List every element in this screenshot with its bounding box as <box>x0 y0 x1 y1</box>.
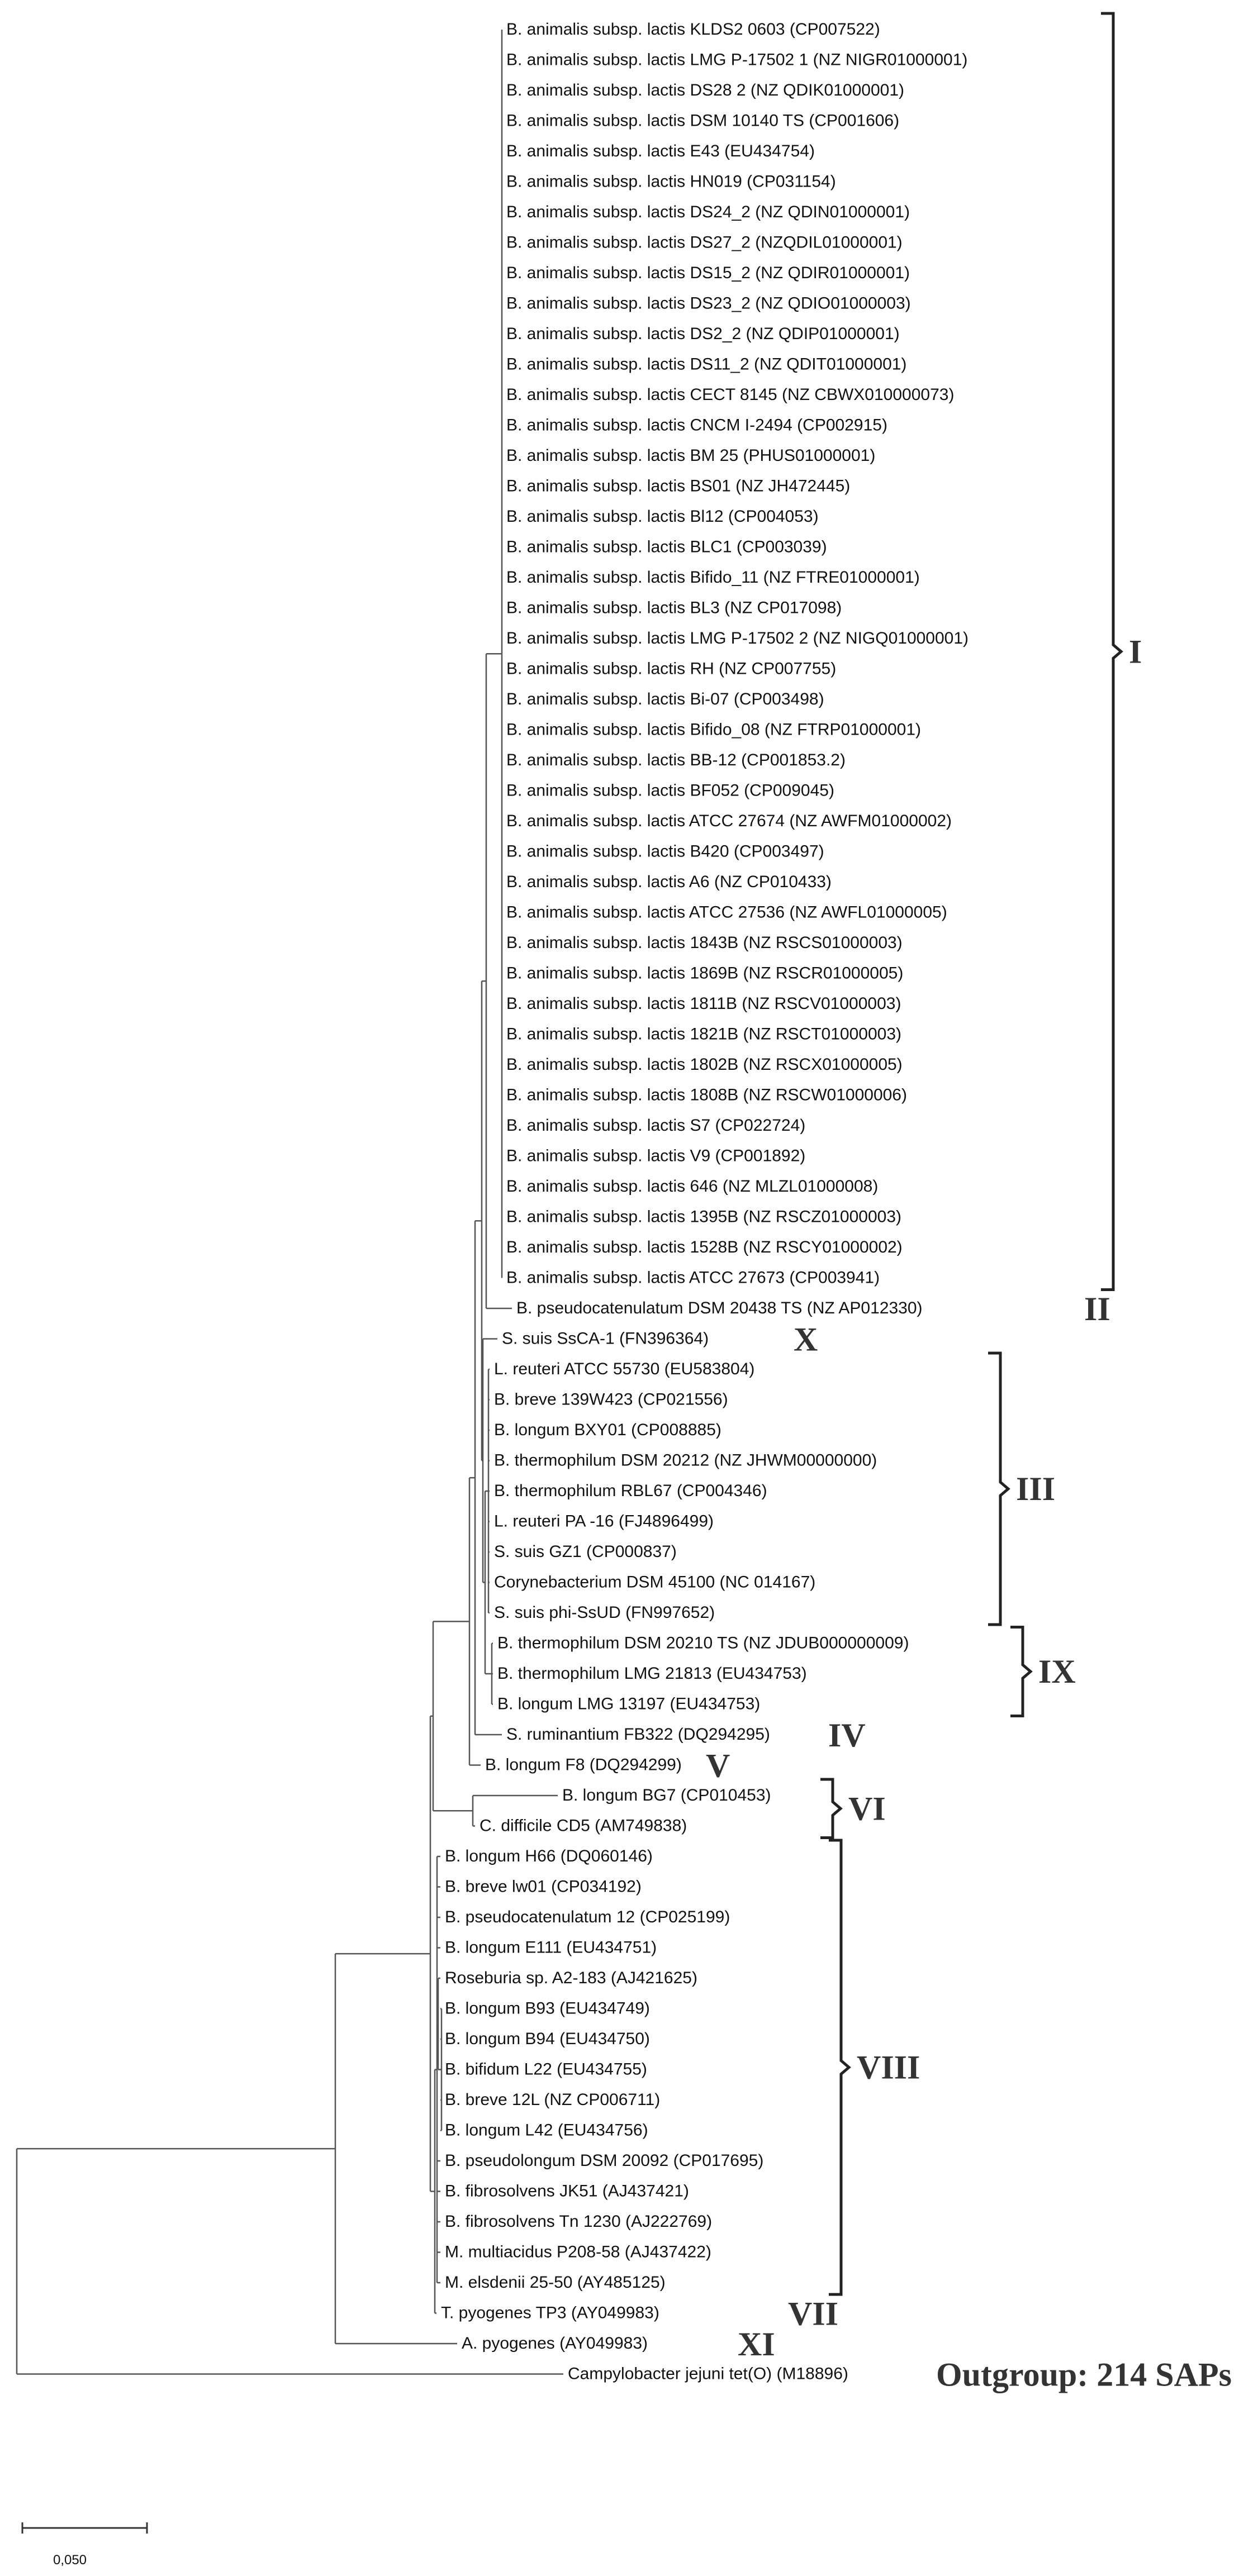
leaf-label-42: B. pseudocatenulatum DSM 20438 TS (NZ AP012330) <box>516 1299 923 1317</box>
leaf-label-33: B. animalis subsp. lactis 1821B (NZ RSCT01000003) <box>506 1025 901 1044</box>
leaf-label-9: B. animalis subsp. lactis DS23_2 (NZ QDIO01000003) <box>506 294 911 313</box>
leaf-label-44: L. reuteri ATCC 55730 (EU583804) <box>494 1360 755 1378</box>
leaf-label-37: B. animalis subsp. lactis V9 (CP001892) <box>506 1146 806 1165</box>
leaf-label-45: B. breve 139W423 (CP021556) <box>494 1390 728 1409</box>
scale-bar-group <box>22 2522 147 2568</box>
leaf-label-19: B. animalis subsp. lactis BL3 (NZ CP017098) <box>506 598 842 617</box>
leaf-label-4: B. animalis subsp. lactis E43 (EU434754) <box>506 142 815 160</box>
leaf-label-41: B. animalis subsp. lactis ATCC 27673 (CP003941) <box>506 1268 880 1287</box>
leaf-label-2: B. animalis subsp. lactis DS28 2 (NZ QDIK01000001) <box>506 81 904 99</box>
leaf-label-52: S. suis phi-SsUD (FN997652) <box>494 1603 715 1622</box>
leaf-label-73: M. multiacidus P208-58 (AJ437422) <box>445 2242 711 2261</box>
leaf-label-46: B. longum BXY01 (CP008885) <box>494 1421 721 1439</box>
leaf-label-49: L. reuteri PA -16 (FJ4896499) <box>494 1512 714 1531</box>
leaf-label-69: B. longum L42 (EU434756) <box>445 2121 648 2140</box>
leaf-label-77: Campylobacter jejuni tet(O) (M18896) <box>568 2364 848 2383</box>
leaf-label-11: B. animalis subsp. lactis DS11_2 (NZ QDIT01000001) <box>506 355 907 374</box>
leaf-label-12: B. animalis subsp. lactis CECT 8145 (NZ CBWX010000073) <box>506 385 955 404</box>
leaf-label-72: B. fibrosolvens Tn 1230 (AJ222769) <box>445 2212 713 2231</box>
clade-i-label: I <box>1129 633 1142 670</box>
clade-x-label: X <box>794 1321 818 1358</box>
leaf-label-59: C. difficile CD5 (AM749838) <box>480 1816 687 1835</box>
leaf-label-26: B. animalis subsp. lactis ATCC 27674 (NZ AWFM01000002) <box>506 812 952 830</box>
leaf-label-30: B. animalis subsp. lactis 1843B (NZ RSCS01000003) <box>506 934 903 952</box>
clade-ix-bracket <box>1010 1627 1031 1716</box>
leaf-label-54: B. thermophilum LMG 21813 (EU434753) <box>497 1664 807 1683</box>
leaf-label-66: B. longum B94 (EU434750) <box>445 2030 650 2048</box>
leaf-label-31: B. animalis subsp. lactis 1869B (NZ RSCR01000005) <box>506 964 904 983</box>
clade-xi-label: XI <box>738 2326 775 2363</box>
leaf-label-67: B. bifidum L22 (EU434755) <box>445 2060 647 2079</box>
clade-outgroup-214-saps-label: Outgroup: 214 SAPs <box>936 2356 1232 2393</box>
clade-ix-label: IX <box>1038 1653 1076 1690</box>
leaf-label-71: B. fibrosolvens JK51 (AJ437421) <box>445 2182 689 2201</box>
leaf-label-21: B. animalis subsp. lactis RH (NZ CP007755) <box>506 659 837 678</box>
leaf-label-60: B. longum H66 (DQ060146) <box>445 1847 653 1865</box>
clade-iii-label: III <box>1016 1470 1056 1507</box>
leaf-label-70: B. pseudolongum DSM 20092 (CP017695) <box>445 2151 764 2170</box>
clade-iii-bracket <box>988 1353 1008 1625</box>
leaf-labels <box>441 20 969 2383</box>
clade-vi-bracket <box>820 1779 841 1838</box>
leaf-label-50: S. suis GZ1 (CP000837) <box>494 1542 677 1561</box>
leaf-label-10: B. animalis subsp. lactis DS2_2 (NZ QDIP01000001) <box>506 325 900 343</box>
leaf-label-22: B. animalis subsp. lactis Bi-07 (CP003498) <box>506 690 824 708</box>
leaf-label-75: T. pyogenes TP3 (AY049983) <box>441 2303 659 2322</box>
leaf-label-61: B. breve lw01 (CP034192) <box>445 1877 642 1896</box>
tree-branches <box>17 30 563 2374</box>
leaf-label-24: B. animalis subsp. lactis BB-12 (CP001853.2) <box>506 751 846 769</box>
leaf-label-13: B. animalis subsp. lactis CNCM I-2494 (CP002915) <box>506 416 887 435</box>
leaf-label-51: Corynebacterium DSM 45100 (NC 014167) <box>494 1573 816 1592</box>
clade-ii-label: II <box>1084 1291 1110 1327</box>
leaf-label-1: B. animalis subsp. lactis LMG P-17502 1 (NZ NIGR01000001) <box>506 50 968 69</box>
leaf-label-15: B. animalis subsp. lactis BS01 (NZ JH472445) <box>506 477 851 496</box>
clade-i-bracket <box>1101 13 1121 1290</box>
leaf-label-63: B. longum E111 (EU434751) <box>445 1938 657 1957</box>
leaf-label-55: B. longum LMG 13197 (EU434753) <box>497 1694 761 1713</box>
leaf-label-32: B. animalis subsp. lactis 1811B (NZ RSCV01000003) <box>506 994 901 1013</box>
leaf-label-53: B. thermophilum DSM 20210 TS (NZ JDUB000000009) <box>497 1634 909 1653</box>
clade-v-label: V <box>706 1747 730 1784</box>
leaf-label-47: B. thermophilum DSM 20212 (NZ JHWM00000000) <box>494 1451 877 1470</box>
leaf-label-68: B. breve 12L (NZ CP006711) <box>445 2091 661 2109</box>
leaf-label-74: M. elsdenii 25-50 (AY485125) <box>445 2273 666 2292</box>
leaf-label-35: B. animalis subsp. lactis 1808B (NZ RSCW01000006) <box>506 1085 907 1104</box>
clade-vii-label: VII <box>788 2295 839 2332</box>
clade-iv-label: IV <box>828 1717 866 1754</box>
leaf-label-8: B. animalis subsp. lactis DS15_2 (NZ QDIR01000001) <box>506 264 910 282</box>
leaf-label-0: B. animalis subsp. lactis KLDS2 0603 (CP007522) <box>506 20 880 39</box>
scale-bar-label: 0,050 <box>53 2553 87 2568</box>
leaf-label-29: B. animalis subsp. lactis ATCC 27536 (NZ AWFL01000005) <box>506 903 947 922</box>
leaf-label-14: B. animalis subsp. lactis BM 25 (PHUS01000001) <box>506 446 876 465</box>
leaf-label-43: S. suis SsCA-1 (FN396364) <box>502 1329 709 1348</box>
leaf-label-18: B. animalis subsp. lactis Bifido_11 (NZ FTRE01000001) <box>506 568 920 587</box>
leaf-label-3: B. animalis subsp. lactis DSM 10140 TS (CP001606) <box>506 111 900 130</box>
leaf-label-76: A. pyogenes (AY049983) <box>462 2334 648 2353</box>
leaf-label-17: B. animalis subsp. lactis BLC1 (CP003039) <box>506 537 827 556</box>
leaf-label-25: B. animalis subsp. lactis BF052 (CP009045) <box>506 781 834 800</box>
leaf-label-16: B. animalis subsp. lactis Bl12 (CP004053) <box>506 507 819 526</box>
leaf-label-57: B. longum F8 (DQ294299) <box>485 1755 682 1774</box>
leaf-label-5: B. animalis subsp. lactis HN019 (CP031154) <box>506 172 836 191</box>
leaf-label-36: B. animalis subsp. lactis S7 (CP022724) <box>506 1116 806 1135</box>
leaf-label-38: B. animalis subsp. lactis 646 (NZ MLZL01000008) <box>506 1177 879 1196</box>
leaf-label-56: S. ruminantium FB322 (DQ294295) <box>506 1725 770 1744</box>
leaf-label-7: B. animalis subsp. lactis DS27_2 (NZQDIL01000001) <box>506 233 903 252</box>
clade-vi-label: VI <box>848 1790 886 1827</box>
leaf-label-27: B. animalis subsp. lactis B420 (CP003497) <box>506 842 824 861</box>
leaf-label-28: B. animalis subsp. lactis A6 (NZ CP010433) <box>506 873 832 891</box>
leaf-label-48: B. thermophilum RBL67 (CP004346) <box>494 1482 767 1500</box>
leaf-label-58: B. longum BG7 (CP010453) <box>562 1786 771 1804</box>
clade-viii-bracket <box>829 1840 849 2294</box>
leaf-label-34: B. animalis subsp. lactis 1802B (NZ RSCX01000005) <box>506 1055 903 1074</box>
leaf-label-20: B. animalis subsp. lactis LMG P-17502 2 (NZ NIGQ01000001) <box>506 629 969 647</box>
leaf-label-23: B. animalis subsp. lactis Bifido_08 (NZ FTRP01000001) <box>506 720 922 739</box>
clade-viii-label: VIII <box>857 2049 920 2086</box>
clade-labels <box>706 633 1232 2393</box>
leaf-label-62: B. pseudocatenulatum 12 (CP025199) <box>445 1908 730 1926</box>
leaf-label-39: B. animalis subsp. lactis 1395B (NZ RSCZ01000003) <box>506 1207 901 1226</box>
leaf-label-64: Roseburia sp. A2-183 (AJ421625) <box>445 1969 697 1987</box>
leaf-label-6: B. animalis subsp. lactis DS24_2 (NZ QDIN01000001) <box>506 203 910 221</box>
leaf-label-65: B. longum B93 (EU434749) <box>445 1999 650 2018</box>
leaf-label-40: B. animalis subsp. lactis 1528B (NZ RSCY01000002) <box>506 1238 903 1256</box>
